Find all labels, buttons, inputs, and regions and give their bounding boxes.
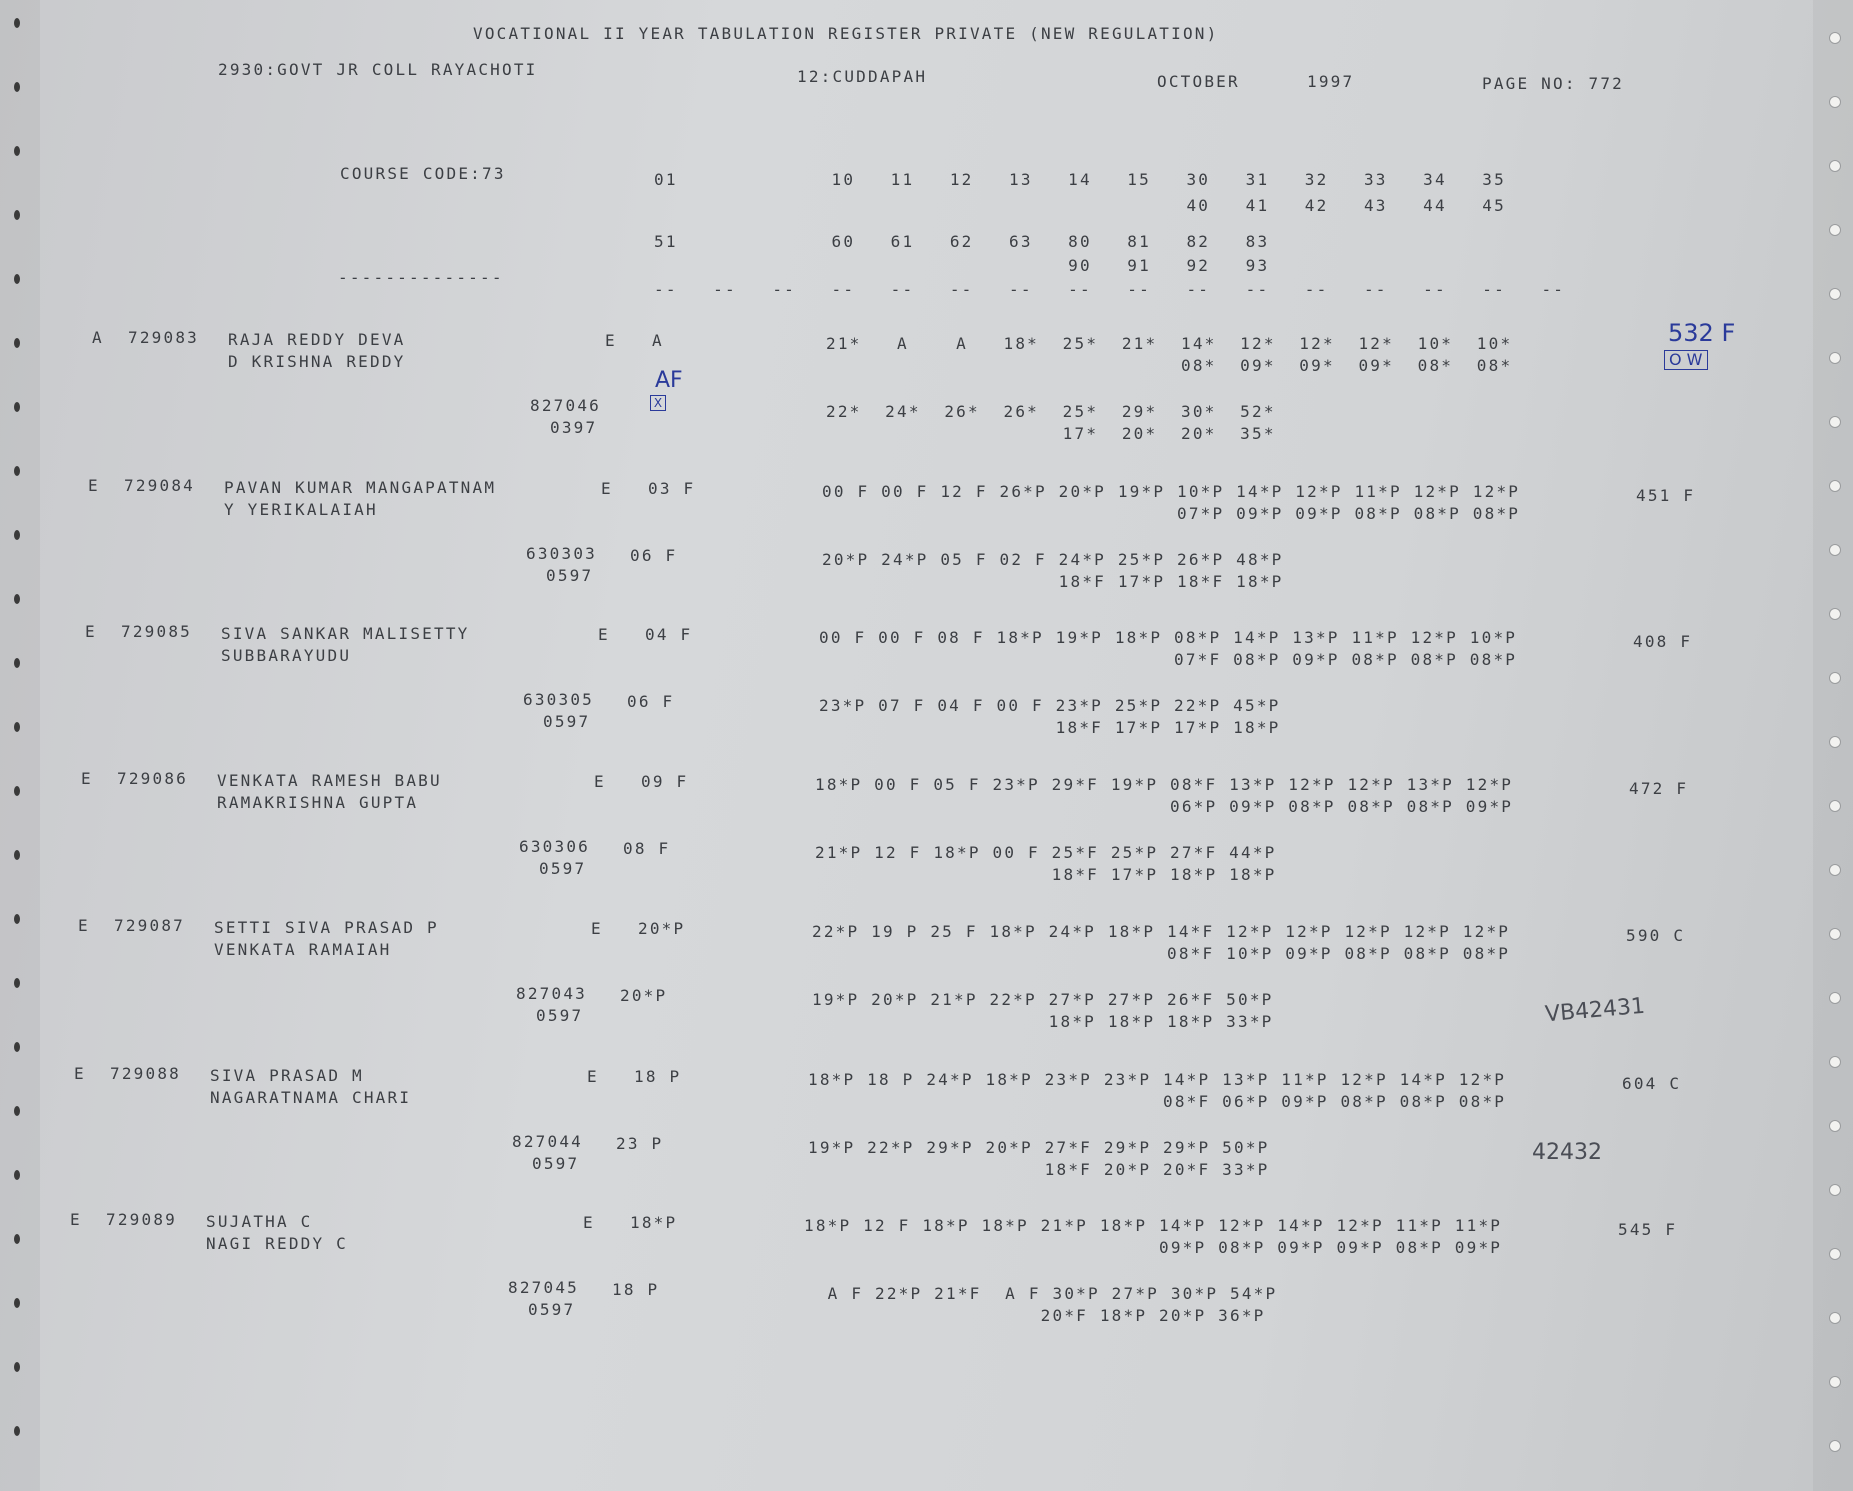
perforation-hole [14,1234,20,1244]
reference-date: 0597 [546,566,594,585]
perforation-hole [1829,352,1841,364]
perforation-hole [14,530,20,540]
first-year-marks-sub: 07*F 08*P 09*P 08*P 08*P 08*P [819,650,1518,669]
subject-codes-row1b: 40 41 42 43 44 45 [654,196,1506,215]
perforation-hole [1829,736,1841,748]
perforation-hole [1829,1184,1841,1196]
perforation-hole [1829,928,1841,940]
first-subject-mark: 04 F [645,625,693,644]
perforation-hole [1829,288,1841,300]
perforation-hole [14,210,20,220]
parent-name: NAGI REDDY C [206,1234,348,1253]
first-subject-mark: 18*P [630,1213,678,1232]
perforation-hole [14,1042,20,1052]
subject-codes-row1: 01 10 11 12 13 14 15 30 31 32 33 34 35 [654,170,1506,189]
first-subject-mark: 09 F [641,772,689,791]
second-year-marks: 19*P 20*P 21*P 22*P 27*P 27*P 26*F 50*P [812,990,1274,1009]
first-year-marks-sub: 07*P 09*P 09*P 08*P 08*P 08*P [822,504,1521,523]
total-result: 545 F [1618,1220,1678,1239]
perforation-hole [14,466,20,476]
first-year-marks-sub: 08*F 10*P 09*P 08*P 08*P 08*P [812,944,1511,963]
second-year-marks: 19*P 22*P 29*P 20*P 27*F 29*P 29*P 50*P [808,1138,1270,1157]
medium-code: E [583,1213,595,1232]
first-year-marks: 18*P 12 F 18*P 18*P 21*P 18*P 14*P 12*P 14*P 12*P 11*P 11*P [804,1216,1503,1235]
first-subject-mark: 03 F [648,479,696,498]
reference-number: 827044 [512,1132,583,1151]
exam-month: OCTOBER [1157,72,1240,91]
total-result: 604 C [1622,1074,1682,1093]
perforation-hole [1829,160,1841,172]
second-year-marks: A F 22*P 21*F A F 30*P 27*P 30*P 54*P [804,1284,1278,1303]
total-result: 590 C [1626,926,1686,945]
roll-number: 729089 [106,1210,177,1229]
header-dashes-left: -------------- [338,268,504,287]
parent-name: SUBBARAYUDU [221,646,352,665]
reference-date: 0597 [528,1300,576,1319]
perforation-hole [14,658,20,668]
first-year-marks-sub: 06*P 09*P 08*P 08*P 08*P 09*P [815,797,1514,816]
second-year-marks: 21*P 12 F 18*P 00 F 25*F 25*P 27*F 44*P [815,843,1277,862]
medium-code: E [598,625,610,644]
course-code: COURSE CODE:73 [340,164,506,183]
second-subject-mark: 06 F [627,692,675,711]
first-year-marks: 18*P 00 F 05 F 23*P 29*F 19*P 08*F 13*P 12*P 12*P 13*P 12*P [815,775,1514,794]
reference-number: 827046 [530,396,601,415]
reference-number: 630305 [523,690,594,709]
second-subject-mark: 06 F [630,546,678,565]
second-year-marks: 22* 24* 26* 26* 25* 29* 30* 52* [826,402,1276,421]
first-subject-mark: 20*P [638,919,686,938]
pencil-note-2: 42432 [1532,1140,1602,1165]
medium-code: E [605,331,617,350]
first-subject-mark: 18 P [634,1067,682,1086]
college-name: 2930:GOVT JR COLL RAYACHOTI [218,60,538,79]
left-tractor-strip [0,0,40,1491]
handwritten-withheld-note: O W [1664,350,1708,370]
first-year-marks: 22*P 19 P 25 F 18*P 24*P 18*P 14*F 12*P 12*P 12*P 12*P 12*P [812,922,1511,941]
second-subject-mark: 18 P [612,1280,660,1299]
student-name: SETTI SIVA PRASAD P [214,918,439,937]
roll-number: 729088 [110,1064,181,1083]
student-category: A [92,328,104,347]
student-category: E [78,916,90,935]
parent-name: RAMAKRISHNA GUPTA [217,793,419,812]
perforation-hole [1829,1120,1841,1132]
perforation-hole [1829,544,1841,556]
perforation-hole [14,82,20,92]
parent-name: NAGARATNAMA CHARI [210,1088,412,1107]
student-name: SUJATHA C [206,1212,313,1231]
perforation-hole [1829,224,1841,236]
parent-name: VENKATA RAMAIAH [214,940,392,959]
student-category: E [85,622,97,641]
second-year-marks: 23*P 07 F 04 F 00 F 23*P 25*P 22*P 45*P [819,696,1281,715]
perforation-hole [14,1298,20,1308]
first-year-marks: 00 F 00 F 12 F 26*P 20*P 19*P 10*P 14*P 12*P 11*P 12*P 12*P [822,482,1521,501]
perforation-hole [1829,992,1841,1004]
second-year-marks-sub: 18*F 17*P 18*P 18*P [815,865,1277,884]
subject-codes-row2: 51 60 61 62 63 80 81 82 83 [654,232,1270,251]
second-subject-mark: 20*P [620,986,668,1005]
perforation-hole [14,1170,20,1180]
perforation-hole [1829,1312,1841,1324]
perforation-hole [14,274,20,284]
reference-date: 0397 [550,418,598,437]
roll-number: 729083 [128,328,199,347]
student-category: E [74,1064,86,1083]
perforation-hole [14,722,20,732]
pencil-note-1: VB42431 [1544,993,1646,1028]
district-name: 12:CUDDAPAH [797,67,928,86]
perforation-hole [14,338,20,348]
handwritten-box-mark: X [650,395,666,411]
subject-codes-row2b: 90 91 92 93 [654,256,1270,275]
page-number: PAGE NO: 772 [1482,74,1624,93]
perforation-hole [14,914,20,924]
second-year-marks-sub: 18*F 17*P 17*P 18*P [819,718,1281,737]
perforation-hole [1829,416,1841,428]
exam-year: 1997 [1307,72,1355,91]
second-year-marks-sub: 17* 20* 20* 35* [826,424,1276,443]
perforation-hole [14,1362,20,1372]
reference-date: 0597 [543,712,591,731]
second-year-marks-sub: 18*P 18*P 18*P 33*P [812,1012,1274,1031]
student-name: RAJA REDDY DEVA [228,330,406,349]
first-year-marks: 00 F 00 F 08 F 18*P 19*P 18*P 08*P 14*P 13*P 11*P 12*P 10*P [819,628,1518,647]
student-name: SIVA PRASAD M [210,1066,364,1085]
medium-code: E [591,919,603,938]
total-result: 451 F [1636,486,1696,505]
student-category: E [70,1210,82,1229]
perforation-hole [14,146,20,156]
student-name: PAVAN KUMAR MANGAPATNAM [224,478,497,497]
first-year-marks: 21* A A 18* 25* 21* 14* 12* 12* 12* 10* 10* [826,334,1513,353]
reference-date: 0597 [536,1006,584,1025]
second-year-marks-sub: 18*F 17*P 18*F 18*P [822,572,1284,591]
perforation-hole [14,786,20,796]
medium-code: E [594,772,606,791]
reference-date: 0597 [532,1154,580,1173]
roll-number: 729086 [117,769,188,788]
roll-number: 729087 [114,916,185,935]
parent-name: Y YERIKALAIAH [224,500,378,519]
perforation-hole [1829,1056,1841,1068]
reference-number: 827045 [508,1278,579,1297]
perforation-hole [1829,1376,1841,1388]
first-year-marks: 18*P 18 P 24*P 18*P 23*P 23*P 14*P 13*P 11*P 12*P 14*P 12*P [808,1070,1507,1089]
total-result: 408 F [1633,632,1693,651]
perforation-hole [1829,480,1841,492]
first-year-marks-sub: 09*P 08*P 09*P 09*P 08*P 09*P [804,1238,1503,1257]
roll-number: 729085 [121,622,192,641]
second-year-marks-sub: 20*F 18*P 20*P 36*P [804,1306,1266,1325]
first-year-marks-sub: 08*F 06*P 09*P 08*P 08*P 08*P [808,1092,1507,1111]
header-dashes-right: -- -- -- -- -- -- -- -- -- -- -- -- -- -- -- -- [654,280,1566,299]
reference-number: 630303 [526,544,597,563]
second-subject-mark: 23 P [616,1134,664,1153]
medium-code: E [601,479,613,498]
student-name: SIVA SANKAR MALISETTY [221,624,470,643]
perforation-hole [1829,1248,1841,1260]
second-year-marks-sub: 18*F 20*P 20*F 33*P [808,1160,1270,1179]
reference-number: 827043 [516,984,587,1003]
perforation-hole [1829,864,1841,876]
perforation-hole [14,978,20,988]
total-result: 472 F [1629,779,1689,798]
perforation-hole [14,1426,20,1436]
perforation-hole [1829,1440,1841,1452]
handwritten-af-note: AF [655,368,683,393]
medium-code: E [587,1067,599,1086]
perforation-hole [14,18,20,28]
roll-number: 729084 [124,476,195,495]
perforation-hole [14,402,20,412]
reference-date: 0597 [539,859,587,878]
first-subject-mark: A [652,331,664,350]
student-name: VENKATA RAMESH BABU [217,771,442,790]
perforation-hole [14,1106,20,1116]
register-title: VOCATIONAL II YEAR TABULATION REGISTER PRIVATE (NEW REGULATION) [473,24,1219,43]
perforation-hole [14,594,20,604]
student-category: E [88,476,100,495]
perforation-hole [1829,800,1841,812]
reference-number: 630306 [519,837,590,856]
perforation-hole [1829,672,1841,684]
perforation-hole [14,850,20,860]
second-subject-mark: 08 F [623,839,671,858]
parent-name: D KRISHNA REDDY [228,352,406,371]
student-category: E [81,769,93,788]
first-year-marks-sub: 08* 09* 09* 09* 08* 08* [826,356,1513,375]
perforation-hole [1829,32,1841,44]
handwritten-total-note: 532 F [1668,319,1736,347]
perforation-hole [1829,608,1841,620]
perforation-hole [1829,96,1841,108]
second-year-marks: 20*P 24*P 05 F 02 F 24*P 25*P 26*P 48*P [822,550,1284,569]
